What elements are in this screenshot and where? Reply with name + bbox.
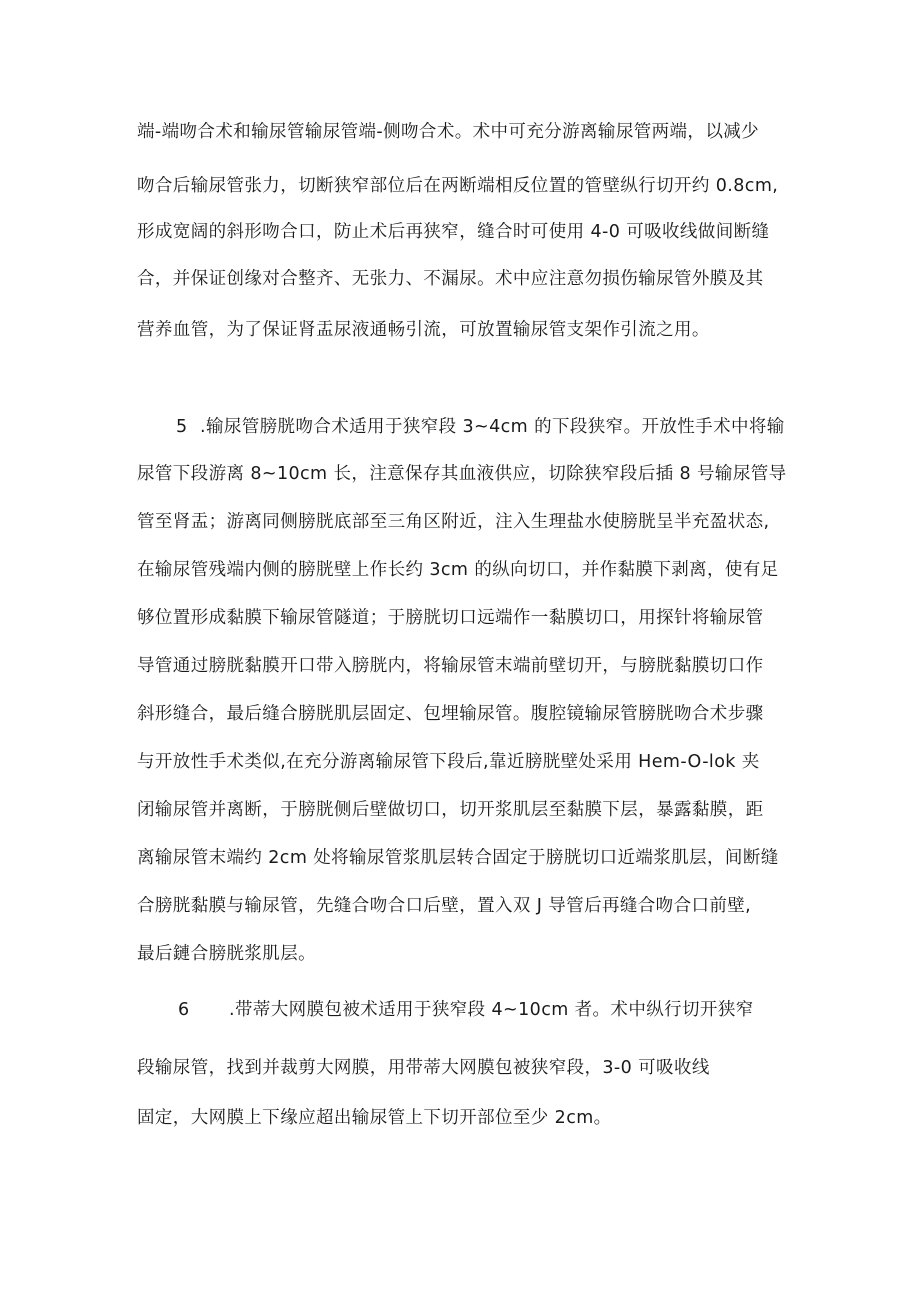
text-line: 吻合后输尿管张力，切断狭窄部位后在两断端相反位置的管壁纵行切开约 0.8cm, <box>137 176 779 196</box>
text-line: 导管通过膀胱黏膜开口带入膀胱内，将输尿管末端前壁切开，与膀胱黏膜切口作 <box>137 656 764 676</box>
item-number: 5 <box>176 417 188 437</box>
text-line: 在输尿管残端内侧的膀胱壁上作长约 3cm 的纵向切口，并作黏膜下剥离，使有足 <box>137 560 779 580</box>
text-line: 固定，大网膜上下缘应超出输尿管上下切开部位至少 2cm。 <box>137 1108 612 1128</box>
text-line: 端-端吻合术和输尿管输尿管端-侧吻合术。术中可充分游离输尿管两端，以减少 <box>137 122 760 142</box>
text-line: 营养血管，为了保证肾盂尿液通畅引流，可放置输尿管支架作引流之用。 <box>137 320 710 340</box>
text-line: 斜形缝合，最后缝合膀胱肌层固定、包埋输尿管。腹腔镜输尿管膀胱吻合术步骤 <box>137 704 764 724</box>
text-line: .带蒂大网膜包被术适用于狭窄段 4~10cm 者。术中纵行切开狭窄 <box>229 1000 754 1020</box>
text-line: .输尿管膀胱吻合术适用于狭窄段 3~4cm 的下段狭窄。开放性手术中将输 <box>200 417 785 437</box>
text-line: 离输尿管末端约 2cm 处将输尿管浆肌层转合固定于膀胱切口近端浆肌层，间断缝 <box>137 848 779 868</box>
text-line: 形成宽阔的斜形吻合口，防止术后再狭窄，缝合时可使用 4-0 可吸收线做间断缝 <box>137 222 770 242</box>
text-line: 闭输尿管并离断，于膀胱侧后壁做切口，切开浆肌层至黏膜下层，暴露黏膜，距 <box>137 800 764 820</box>
text-line: 合，并保证创缘对合整齐、无张力、不漏尿。术中应注意勿损伤输尿管外膜及其 <box>137 269 764 289</box>
text-line: 合膀胱黏膜与输尿管，先缝合吻合口后壁，置入双 J 导管后再缝合吻合口前壁, <box>137 896 752 916</box>
text-line: 管至肾盂；游离同侧膀胱底部至三角区附近，注入生理盐水使膀胱呈半充盈状态, <box>137 512 770 532</box>
text-line: 最后鏈合膀胱浆肌层。 <box>137 944 316 964</box>
text-line: 段输尿管，找到并裁剪大网膜，用带蒂大网膜包被狭窄段，3-0 可吸收线 <box>137 1058 710 1078</box>
text-line: 尿管下段游离 8~10cm 长，注意保存其血液供应，切除狭窄段后插 8 号输尿管导 <box>137 464 787 484</box>
item-number: 6 <box>178 1000 190 1020</box>
text-line: 够位置形成黏膜下输尿管隧道；于膀胱切口远端作一黏膜切口，用探针将输尿管 <box>137 608 764 628</box>
text-line: 与开放性手术类似,在充分游离输尿管下段后,靠近膀胱壁处采用 Hem-O-lok 夹 <box>137 752 760 772</box>
